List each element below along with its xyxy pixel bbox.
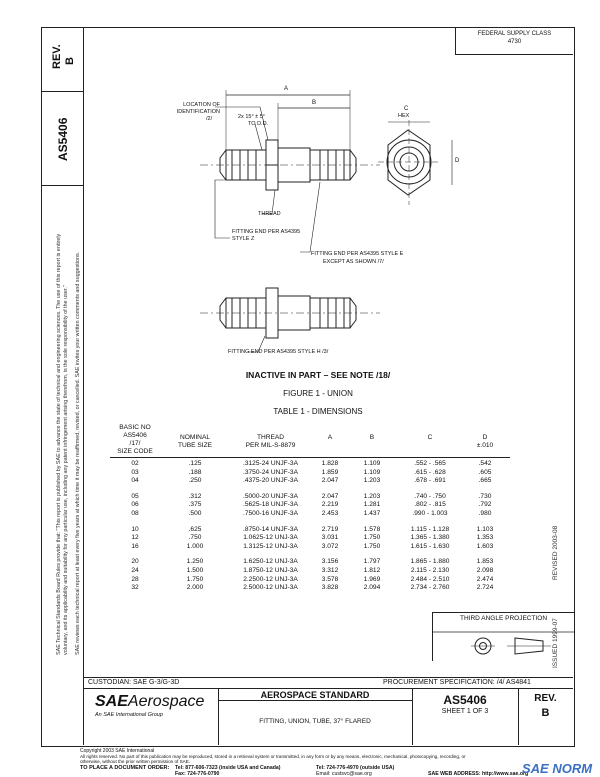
table-cell: 1.969 (363, 575, 381, 583)
issued-date: ISSUED 1999-07 (552, 618, 559, 668)
rights: All rights reserved. No part of this publication may be reproduced, stored in a retrieval system or transmitted, in any form or by any means, electronic, mechanical, photocopying, recording, or (80, 754, 466, 759)
figure-caption: FIGURE 1 - UNION (283, 389, 353, 398)
table-cell: 1.109 (363, 460, 381, 467)
table-row (110, 469, 540, 477)
table-cell: 2.2500-12 UNJ-3A (243, 575, 298, 583)
title-rule (218, 700, 412, 701)
rights-2: otherwise, without the prior written permission of SAE. (80, 759, 191, 764)
table-row (110, 543, 540, 551)
custodian-top-rule (83, 677, 573, 678)
table-cell: 04 (131, 477, 139, 485)
table-cell: 1.865 - 1.880 (410, 558, 450, 566)
web-address: SAE WEB ADDRESS: http://www.sae.org (428, 771, 529, 777)
watermark: SAE NORM (522, 761, 593, 776)
header-d-line: ±.010 (476, 442, 494, 449)
table-cell: 20 (131, 558, 139, 566)
table-row (110, 501, 540, 509)
table-cell: .980 (478, 510, 492, 517)
table-cell: 1.0625-12 UNJ-3A (243, 534, 298, 542)
table-cell: 3.031 (321, 534, 339, 542)
table-row (110, 558, 540, 566)
table-cell: 2.094 (363, 584, 381, 592)
table-cell: 32 (131, 584, 139, 592)
table-cell: 1.812 (363, 567, 381, 574)
fitting-end-h-label: FITTING END PER AS4395 STYLE H /3/ (228, 349, 329, 355)
table-cell: 1.828 (321, 460, 339, 467)
table-cell: 12 (131, 534, 139, 542)
header-a: A (327, 434, 333, 441)
table-cell: 3.072 (321, 542, 339, 550)
location-id-note: /2/ (206, 116, 213, 122)
dim-c-label: C (404, 106, 409, 112)
union-top-view (200, 140, 380, 190)
table-cell: .250 (188, 477, 202, 485)
dim-b-label: B (312, 100, 317, 106)
table-cell: 24 (131, 567, 139, 574)
table-cell: 3.578 (321, 575, 339, 583)
table-cell: 2.000 (186, 584, 204, 592)
fsc-value: 4730 (507, 39, 522, 45)
table-cell: .740 - .750 (414, 492, 446, 500)
table-cell: .750 (188, 534, 202, 542)
union-style-h-view (200, 288, 380, 352)
procurement-text: PROCUREMENT SPECIFICATION: /4/ AS4841 (383, 679, 531, 686)
rev-label: REV. (51, 44, 63, 69)
table-cell: 3.312 (321, 567, 339, 574)
hex-end-view (378, 120, 452, 205)
fsc-label: FEDERAL SUPPLY CLASS (477, 31, 552, 37)
table-cell: .552 - .565 (414, 460, 446, 467)
header-basic-no-line: BASIC NO (119, 424, 151, 431)
table-cell: 03 (131, 468, 139, 476)
table-row (110, 567, 540, 575)
thread-label: THREAD (258, 211, 281, 217)
table-cell: 1.615 - 1.630 (410, 542, 450, 550)
table-cell: 1.281 (363, 501, 381, 509)
table-cell: 1.3125-12 UNJ-3A (243, 542, 298, 550)
sheet-number: SHEET 1 OF 3 (441, 708, 489, 715)
table-row (110, 460, 540, 468)
table-cell: .125 (188, 460, 202, 467)
title-doc-number: AS5406 (443, 693, 487, 707)
table-cell: .990 - 1.003 (412, 510, 448, 517)
header-d-line: D (482, 434, 488, 441)
aerospace-logo-text: Aerospace (127, 693, 205, 710)
table-cell: .625 (188, 525, 202, 533)
table-cell: 1.603 (476, 542, 494, 550)
header-basic-no (110, 424, 160, 456)
copyright: Copyright 2003 SAE International (80, 748, 155, 754)
header-nominal-line: TUBE SIZE (177, 442, 213, 449)
table-cell: .312 (188, 492, 202, 500)
table-row (110, 477, 540, 485)
table-cell: 2.047 (321, 477, 339, 485)
table-row (110, 576, 540, 584)
table-cell: .188 (188, 468, 202, 476)
table-cell: 2.453 (321, 510, 339, 517)
email: Email: custsvc@sae.org (316, 771, 372, 777)
union-drawing (0, 0, 600, 380)
fitting-end-z-label: FITTING END PER AS4395 (232, 229, 301, 235)
revised-date: REVISED 2003-08 (552, 525, 559, 580)
header-basic-no-line: /17/ (129, 440, 141, 447)
table-cell: 1.750 (363, 542, 381, 550)
header-thread-line: THREAD (256, 434, 285, 441)
table-cell: 2.115 - 2.130 (410, 567, 450, 574)
table-cell: 05 (131, 492, 139, 500)
part-description: FITTING, UNION, TUBE, 37° FLARED (259, 718, 371, 725)
table-cell: .5625-18 UNJF-3A (243, 501, 298, 509)
table-cell: 1.859 (321, 468, 339, 476)
tel-2: Tel: 724-776-4970 (outside USA) (316, 765, 395, 771)
fax: Fax: 724-776-0790 (175, 771, 220, 777)
table-cell: .3750-24 UNJF-3A (243, 468, 298, 476)
table-cell: .542 (478, 460, 492, 467)
chamfer-label: 2x 15° ± 5° (238, 114, 265, 120)
table-row (110, 510, 540, 518)
table-cell: .665 (478, 477, 492, 485)
table-cell: .375 (188, 501, 202, 509)
table-cell: 08 (131, 510, 139, 517)
table-cell: .500 (188, 510, 202, 517)
except-as-shown-label: EXCEPT AS SHOWN /7/ (323, 259, 384, 265)
table-caption: TABLE 1 - DIMENSIONS (273, 407, 363, 416)
table-cell: .678 - .691 (414, 477, 446, 485)
table-cell: 1.8750-12 UNJ-3A (243, 567, 298, 574)
header-thread (228, 434, 313, 450)
style-z-label: STYLE Z (232, 236, 255, 242)
table-row (110, 534, 540, 542)
header-basic-no-line: SIZE CODE (117, 448, 153, 455)
table-cell: 2.734 - 2.760 (410, 584, 450, 592)
custodian-text: CUSTODIAN: SAE G-3/G-3D (88, 679, 180, 686)
table-cell: 1.103 (476, 525, 494, 533)
table-cell: 3.828 (321, 584, 339, 592)
table-cell: 1.115 - 1.128 (410, 525, 450, 533)
header-d (465, 434, 505, 450)
inactive-notice: INACTIVE IN PART – SEE NOTE /18/ (245, 370, 391, 380)
table-cell: 3.156 (321, 558, 339, 566)
table-cell: .792 (478, 501, 492, 509)
table-cell: 1.203 (363, 492, 381, 500)
table-cell: 2.724 (476, 584, 494, 592)
sae-logo (95, 693, 204, 711)
fitting-end-e-label: FITTING END PER AS4395 STYLE E (311, 251, 404, 257)
hex-label: HEX (398, 113, 410, 119)
table-header-rule (110, 457, 510, 458)
table-cell: 1.365 - 1.380 (410, 534, 450, 542)
legal-note-2: voluntary, and its applicability and suitability for any particular use, including any patent infringement arising therefrom, is the sole responsibility of the user." (63, 285, 69, 655)
table-row (110, 584, 540, 592)
table-cell: 1.6250-12 UNJ-3A (243, 558, 298, 566)
legal-note-1: SAE Technical Standards Board Rules provide that: "This report is published by SAE to advance the state of technical and engineering sciences. The use of this report is entirely (56, 233, 62, 655)
tel-1: Tel: 877-606-7323 (inside USA and Canada) (175, 765, 281, 771)
table-cell: 16 (131, 542, 139, 550)
doc-number: AS5406 (56, 117, 70, 161)
table-cell: 2.474 (476, 575, 494, 583)
third-angle-symbol (433, 622, 574, 658)
standard-title: AEROSPACE STANDARD (260, 690, 370, 700)
third-angle-box (432, 612, 574, 661)
sae-logo-mark: SAE (95, 693, 128, 710)
table-cell: 1.250 (186, 558, 204, 566)
table-cell: .730 (478, 492, 492, 500)
table-row (110, 526, 540, 534)
header-basic-no-line: AS5406 (123, 432, 147, 439)
table-cell: 2.219 (321, 501, 339, 509)
title-rev-label: REV. (534, 693, 557, 704)
table-cell: 1.578 (363, 525, 381, 533)
table-cell: 2.719 (321, 525, 339, 533)
table-cell: 2.5000-12 UNJ-3A (243, 584, 298, 592)
table-cell: 1.750 (363, 534, 381, 542)
header-b: B (369, 434, 375, 441)
legal-note-3: SAE reviews each technical report at least every five years at which time it may be reaffirmed, revised, or cancelled. SAE invites your written comments and suggestions. (75, 251, 81, 655)
title-rev-value: B (541, 707, 550, 719)
header-nominal (165, 434, 225, 450)
table-cell: 1.797 (363, 558, 381, 566)
table-cell: 10 (131, 525, 139, 533)
table-row (110, 493, 540, 501)
logo-tagline: An SAE International Group (95, 712, 163, 718)
header-nominal-line: NOMINAL (179, 434, 211, 441)
location-id-label: LOCATION OF IDENTIFICATION (176, 102, 220, 115)
table-cell: 2.047 (321, 492, 339, 500)
table-cell: .605 (478, 468, 492, 476)
title-block-top-rule (83, 688, 573, 689)
table-cell: 1.109 (363, 468, 381, 476)
table-cell: .8750-14 UNJF-3A (243, 525, 298, 533)
table-cell: .5000-20 UNJF-3A (243, 492, 298, 500)
title-block-left-rule (83, 677, 84, 745)
table-cell: 1.437 (363, 510, 381, 517)
table-cell: 1.750 (186, 575, 204, 583)
table-cell: 02 (131, 460, 139, 467)
dim-a-label: A (284, 86, 289, 92)
order-label: TO PLACE A DOCUMENT ORDER: (80, 765, 170, 771)
third-angle-label: THIRD ANGLE PROJECTION (459, 615, 548, 622)
table-cell: 06 (131, 501, 139, 509)
table-cell: 1.203 (363, 477, 381, 485)
header-thread-line: PER MIL-S-8879 (245, 442, 296, 449)
chamfer-to-label: TO D.D. (248, 121, 269, 127)
table-cell: 2.484 - 2.510 (410, 575, 450, 583)
table-cell: 2.098 (476, 567, 494, 574)
table-cell: 1.853 (476, 558, 494, 566)
table-cell: .802 - .815 (414, 501, 446, 509)
table-cell: .7500-16 UNJF-3A (243, 510, 298, 517)
table-cell: .4375-20 UNJF-3A (243, 477, 298, 485)
table-cell: .3125-24 UNJF-3A (243, 460, 298, 467)
header-c: C (427, 434, 433, 441)
dim-d-label: D (455, 158, 460, 164)
rev-value: B (64, 57, 76, 65)
table-cell: 28 (131, 575, 139, 583)
table-cell: .615 - .628 (414, 468, 446, 476)
table-cell: 1.000 (186, 542, 204, 550)
table-cell: 1.500 (186, 567, 204, 574)
table-cell: 1.353 (476, 534, 494, 542)
